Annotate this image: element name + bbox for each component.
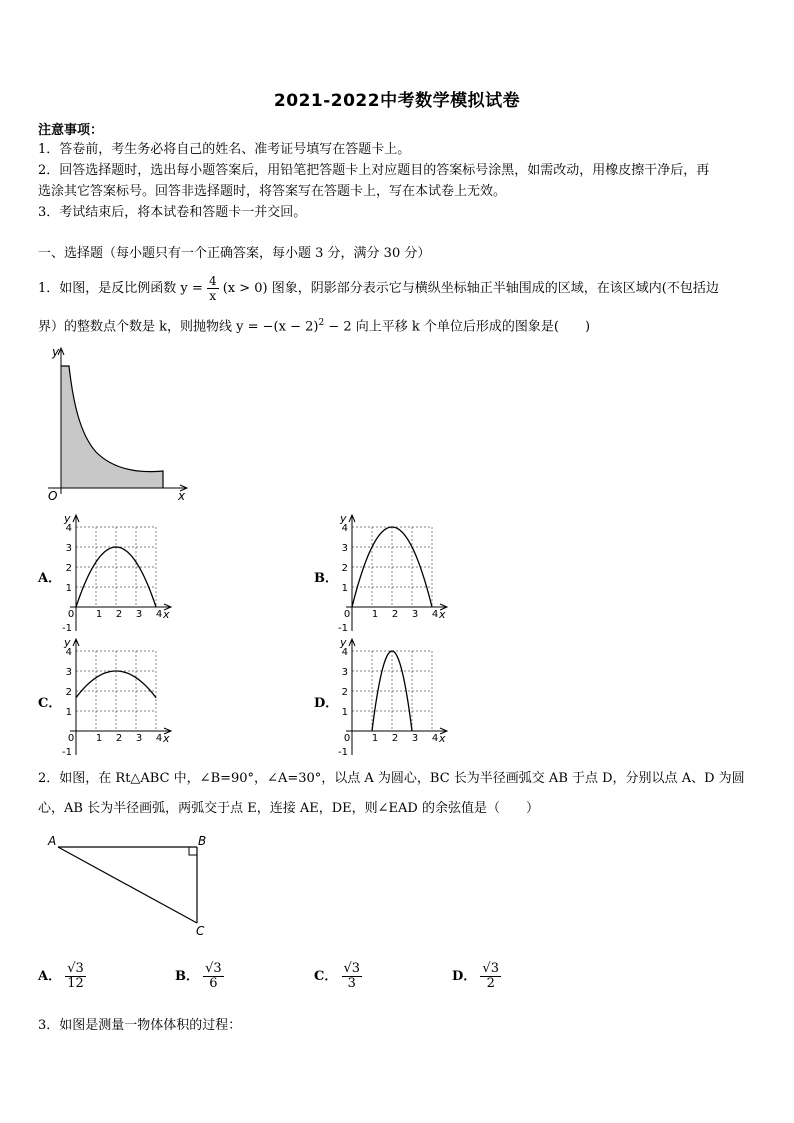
x-tick-label: 0 — [343, 609, 351, 620]
q2-line2: 心，AB 长为半径画弧，两弧交于点 E，连接 AE，DE，则∠EAD 的余弦值是（ ） — [38, 801, 539, 816]
y-tick-label: 3 — [341, 667, 348, 678]
q2-option-d-label: D． — [452, 969, 477, 984]
q1-option-b-label[interactable]: B． — [314, 571, 338, 586]
q1-condition: (x > 0) — [222, 281, 268, 296]
x-tick-label: 4 — [155, 733, 163, 744]
q1-exponent: 2 — [318, 318, 325, 328]
x-tick-label: 4 — [431, 609, 439, 620]
x-tick-label: 4 — [155, 609, 163, 620]
y-tick-label: 4 — [341, 647, 348, 658]
notice-item-3: 3．考试结束后，将本试卷和答题卡一并交回。 — [38, 205, 307, 220]
y-tick-label: -1 — [338, 747, 348, 758]
side-ac — [58, 847, 197, 923]
q2-option-a-den: 12 — [67, 976, 84, 991]
y-tick-label: 3 — [65, 667, 72, 678]
vertex-a: A — [48, 834, 57, 848]
q1-text-d: 向上平移 k 个单位后形成的图象是( ) — [355, 319, 591, 335]
y-tick-label: 4 — [65, 647, 72, 658]
x-label: x — [439, 608, 446, 621]
q3-line1: 3．如图是测量一物体体积的过程： — [38, 1018, 242, 1033]
q1-hyperbola-graph — [36, 342, 196, 504]
q2-option-c-den: 3 — [347, 976, 356, 991]
q2-line1: 2．如图，在 Rt△ABC 中，∠B=90°，∠A=30°，以点 A 为圆心，BC 长为半径画弧交 AB 于点 D，分别以点 A、D 为圆 — [38, 771, 745, 786]
q1-option-d-label[interactable]: D． — [314, 696, 339, 711]
x-label: x — [439, 732, 446, 745]
q1-option-a-graph[interactable] — [58, 510, 178, 634]
right-angle-mark — [189, 847, 197, 855]
q2-option-a-frac — [65, 962, 86, 991]
x-tick-label: 1 — [371, 609, 379, 620]
q1-option-c-label[interactable]: C． — [38, 696, 62, 711]
vertex-b: B — [198, 834, 207, 848]
x-tick-label: 0 — [67, 609, 75, 620]
y-tick-label: 2 — [341, 563, 348, 574]
x-tick-label: 1 — [371, 733, 379, 744]
q2-option-c-frac — [342, 962, 363, 991]
q2-option-a[interactable] — [38, 962, 86, 991]
x-tick-label: 2 — [391, 733, 399, 744]
q2-option-d[interactable] — [452, 962, 501, 991]
x-tick-label: 3 — [135, 609, 143, 620]
vertex-c: C — [196, 924, 205, 938]
q1-option-d-graph[interactable] — [334, 634, 454, 758]
shaded-region — [61, 366, 163, 488]
q1-func-y: y = — [180, 281, 203, 296]
q1-text-c: 界）的整数点个数是 k，则抛物线 — [38, 319, 233, 335]
y-tick-label: 3 — [65, 543, 72, 554]
x-tick-label: 2 — [115, 609, 123, 620]
q1-line2 — [38, 313, 590, 337]
y-tick-label: 1 — [65, 583, 72, 594]
x-tick-label: 3 — [411, 733, 419, 744]
x-tick-label: 1 — [95, 609, 103, 620]
q1-parabola-eq: y = −(x − 2) — [236, 319, 319, 335]
notice-heading: 注意事项： — [38, 123, 104, 138]
notice-item-2-cont: 选涂其它答案标号。回答非选择题时，将答案写在答题卡上，写在本试卷上无效。 — [38, 184, 507, 199]
y-tick-label: -1 — [338, 623, 348, 634]
x-tick-label: 3 — [411, 609, 419, 620]
origin-label: O — [48, 489, 58, 503]
y-tick-label: 1 — [341, 707, 348, 718]
q1-frac-num: 4 — [208, 274, 217, 288]
y-label: y — [52, 345, 60, 359]
q2-option-d-den: 2 — [486, 976, 495, 991]
q2-option-a-num: √3 — [67, 961, 84, 976]
notice-item-1: 1．答卷前，考生务必将自己的姓名、准考证号填写在答题卡上。 — [38, 142, 411, 157]
y-tick-label: -1 — [62, 623, 72, 634]
notice-item-2: 2．回答选择题时，选出每小题答案后，用铅笔把答题卡上对应题目的答案标号涂黑，如需改动，用橡皮擦干净后，再 — [38, 163, 710, 178]
q2-option-d-frac — [480, 962, 501, 991]
q2-option-b[interactable] — [175, 962, 224, 991]
x-tick-label: 4 — [431, 733, 439, 744]
x-label: x — [163, 732, 170, 745]
y-label: y — [64, 636, 71, 649]
y-tick-label: 4 — [65, 523, 72, 534]
q2-option-a-label: A． — [38, 969, 62, 984]
x-tick-label: 0 — [343, 733, 351, 744]
x-label: x — [163, 608, 170, 621]
q1-parabola-eq2: − 2 — [324, 319, 352, 335]
y-tick-label: 4 — [341, 523, 348, 534]
x-tick-label: 1 — [95, 733, 103, 744]
y-tick-label: 1 — [65, 707, 72, 718]
y-label: y — [340, 512, 347, 525]
y-tick-label: 1 — [341, 583, 348, 594]
y-label: y — [340, 636, 347, 649]
q1-line1 — [38, 274, 719, 303]
page-title: 2021-2022中考数学模拟试卷 — [273, 91, 521, 111]
q1-fraction — [207, 274, 219, 303]
x-tick-label: 3 — [135, 733, 143, 744]
y-tick-label: 3 — [341, 543, 348, 554]
q2-option-b-den: 6 — [209, 976, 218, 991]
q1-option-b-graph[interactable] — [334, 510, 454, 634]
q1-frac-den: x — [209, 289, 217, 303]
q2-option-c-num: √3 — [343, 961, 361, 976]
y-tick-label: -1 — [62, 747, 72, 758]
q2-option-b-frac — [203, 962, 224, 991]
q1-text-a: 1．如图，是反比例函数 — [38, 281, 177, 296]
q1-option-a-label[interactable]: A． — [38, 571, 62, 586]
q2-option-c[interactable] — [314, 962, 362, 991]
y-tick-label: 2 — [65, 687, 72, 698]
x-tick-label: 2 — [115, 733, 123, 744]
q1-text-b: 图象，阴影部分表示它与横纵坐标轴正半轴围成的区域，在该区域内(不包括边 — [271, 281, 719, 296]
y-label: y — [64, 512, 71, 525]
q2-option-b-num: √3 — [205, 961, 222, 976]
q2-option-d-num: √3 — [482, 961, 499, 976]
y-tick-label: 2 — [65, 563, 72, 574]
x-tick-label: 2 — [391, 609, 399, 620]
q2-option-b-label: B． — [175, 969, 199, 984]
q1-option-c-graph[interactable] — [58, 634, 178, 758]
x-label: x — [178, 489, 186, 503]
y-tick-label: 2 — [341, 687, 348, 698]
x-tick-label: 0 — [67, 733, 75, 744]
q2-option-c-label: C． — [314, 969, 338, 984]
section-heading: 一、选择题（每小题只有一个正确答案，每小题 3 分，满分 30 分） — [38, 246, 431, 261]
q2-triangle-figure — [40, 830, 220, 940]
